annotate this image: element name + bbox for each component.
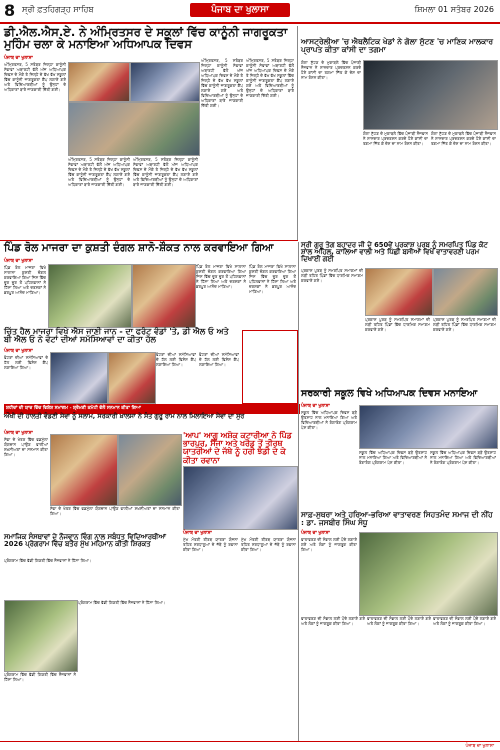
photo-gurdwara [365,268,433,316]
column-divider [297,26,298,240]
byline: ਪੰਜਾਬ ਦਾ ਖੁਲਾਸਾ [4,349,33,354]
headline-wrestling: ਪਿੰਡ ਰੋਲ ਮਾਜਰਾ ਦਾ ਕੁਸ਼ਤੀ ਦੰਗਲ ਸ਼ਾਨੋ-ਸ਼ੌਕਤ ਨਾਲ ਕਰਵਾਇਆ ਗਿਆ [4,242,274,254]
byline: ਪੰਜਾਬ ਦਾ ਖੁਲਾਸਾ [301,531,330,536]
headline-prakash-purab: ਸ੍ਰੀ ਗੁਰੂ ਤੇਗ ਬਹਾਦਰ ਜੀ ਦੇ 650ਵੇਂ ਪ੍ਰਕਾਸ਼ ਪੁਰਬ ਨੂੰ ਸਮਰਪਿਤ ਪਿੰਡ ਕੋਟ ਸ਼ਾਲ ਅਹਿਲ, ਕਾਲਿਆਂ ਵਾਲੀ ਅਤੇ ਪਿੱਛੀ ਬਸੀਆਂ ਵਿਖੇ ਵਾਤਾਵਰਣੀ ਪਰਮ ਦਿਖਾਈ ਗਈ [301,241,488,264]
photo-youth-event [4,600,78,672]
photo-tree-plantation [359,532,498,616]
headline-seva: ਔਖੀ ਦੀ ਹਾਲਤੀ ਵੰਡਣੀ ਸੇਵਾ ਨੂੰ ਸਲਾਮ, ਸਰਕਾਰੀ ਖ਼ਾਲਸਾ ਨੇ ਸੰਤ ਗੁਰੂ ਰਾਮ ਨਾਲ ਮਿਲਾਇਆ ਸੇਵਾ ਦਾ ਸੁਰ [4,413,245,420]
photo-school-staff [359,405,498,449]
article-body: ਸਕੂਲ ਵਿੱਚ ਅਧਿਆਪਕ ਦਿਵਸ ਬੜੇ ਉਤਸ਼ਾਹ ਨਾਲ ਮਨਾਇਆ ਗਿਆ ਅਤੇ ਵਿਦਿਆਰਥੀਆਂ ਨੇ ਰੰਗਾਰੰਗ ਪ੍ਰੋਗਰਾਮ ਪੇਸ਼ ਕੀਤਾ। [430,450,496,465]
issue-date: ਸ਼ਿਮਲਾ 01 ਸਤੰਬਰ 2026 [414,5,494,14]
article-body: ਵਾਤਾਵਰਣ ਦੀ ਸੰਭਾਲ ਲਈ ਪੌਦੇ ਲਗਾਏ ਗਏ ਅਤੇ ਲੋਕਾਂ ਨੂੰ ਜਾਗਰੂਕ ਕੀਤਾ ਗਿਆ। [301,616,365,626]
headline-environment: ਸਾਫ਼-ਸੁਥਰਾ ਅਤੇ ਹਰਿਆ-ਭਰਿਆ ਵਾਤਾਵਰਣ ਸਿਹਤਮੰਦ ਸਮਾਜ ਦੀ ਨੀਂਹ : ਡਾ. ਜਸਬੀਰ ਸਿੰਘ ਸੰਧੂ [301,510,493,527]
page-footer [0,741,500,750]
photo-wrestlers [132,264,196,328]
article-body: ਪਿੰਡ ਰੋਲ ਮਾਜਰਾ ਵਿਖੇ ਸਾਲਾਨਾ ਕੁਸ਼ਤੀ ਦੰਗਲ ਕਰਵਾਇਆ ਗਿਆ ਜਿਸ ਵਿੱਚ ਦੂਰ ਦੂਰ ਤੋਂ ਪਹਿਲਵਾਨਾਂ ਨੇ ਹਿੱਸਾ ਲਿਆ ਅਤੇ ਦਰਸ਼ਕਾਂ ਨੇ ਭਰਪੂਰ ਆਨੰਦ ਮਾਣਿਆ। [196,264,246,289]
article-body: ਪਿੰਡ ਰੋਲ ਮਾਜਰਾ ਵਿਖੇ ਸਾਲਾਨਾ ਕੁਸ਼ਤੀ ਦੰਗਲ ਕਰਵਾਇਆ ਗਿਆ ਜਿਸ ਵਿੱਚ ਦੂਰ ਦੂਰ ਤੋਂ ਪਹਿਲਵਾਨਾਂ ਨੇ ਹਿੱਸਾ ਲਿਆ ਅਤੇ ਦਰਸ਼ਕਾਂ ਨੇ ਭਰਪੂਰ ਆਨੰਦ ਮਾਣਿਆ। [4,265,46,295]
article-body: ਵਾਤਾਵਰਣ ਦੀ ਸੰਭਾਲ ਲਈ ਪੌਦੇ ਲਗਾਏ ਗਏ ਅਤੇ ਲੋਕਾਂ ਨੂੰ ਜਾਗਰੂਕ ਕੀਤਾ ਗਿਆ। [367,616,431,626]
advertisement [242,330,298,404]
photo-officials [108,352,156,404]
article-body: ਵੋਟਰਾਂ ਦੀਆਂ ਸਮੱਸਿਆਵਾਂ ਦੇ ਹੱਲ ਲਈ ਵਿਸ਼ੇਸ਼ ਕੈਂਪ ਲਗਾਇਆ ਗਿਆ। [156,352,196,367]
article-body: ਸਕੂਲ ਵਿੱਚ ਅਧਿਆਪਕ ਦਿਵਸ ਬੜੇ ਉਤਸ਼ਾਹ ਨਾਲ ਮਨਾਇਆ ਗਿਆ ਅਤੇ ਵਿਦਿਆਰਥੀਆਂ ਨੇ ਰੰਗਾਰੰਗ ਪ੍ਰੋਗਰਾਮ ਪੇਸ਼ ਕੀਤਾ। [301,410,357,430]
photo-honor-2 [118,434,182,506]
headline-aap: 'ਆਪ' ਆਗੂ ਅਸ਼ੋਕ ਕਟਾਰੀਆ ਨੇ ਪਿੰਡ ਭਾਰਪੁਰ, ਸੈਜਾ ਅਤੇ ਖਰੌਡ ਤੋਂ ਤੀਰਥ ਯਾਤਰੀਆਂ ਦੇ ਜੱਥੇ ਨੂੰ ਹਰੀ ਝੰਡੀ ਦੇ ਕੇ ਕੀਤਾ ਰਵਾਨਾ [183,431,292,465]
article-body: ਵੋਟਰਾਂ ਦੀਆਂ ਸਮੱਸਿਆਵਾਂ ਦੇ ਹੱਲ ਲਈ ਵਿਸ਼ੇਸ਼ ਕੈਂਪ ਲਗਾਇਆ ਗਿਆ। [4,355,48,370]
paper-name: ਸ੍ਰੀ ਫ਼ਤਹਿਗੜ੍ਹ ਸਾਹਿਬ [22,5,94,14]
byline: ਪੰਜਾਬ ਦਾ ਖੁਲਾਸਾ [4,431,33,436]
headline-voters: ਚਿੱਤ ਹੈਲ ਮਾਜਰਾ ਵਿਖੇ ਐਸ ਜਾਣੀ ਜਾਨ - ਦਾ ਫਰੰਟ ਵੰਡਾਂ 'ਤੇ, ਡੀ ਐਲ ਓ ਅਤੇ ਬੀ ਐਲ ਓ ਨੇ ਵੋਟਾਂ ਦੀਆਂ ਸਮੱਸਿਆਵਾਂ ਦਾ ਕੀਤਾ ਹੱਲ [4,327,229,345]
article-body: ਪਿੰਡ ਰੋਲ ਮਾਜਰਾ ਵਿਖੇ ਸਾਲਾਨਾ ਕੁਸ਼ਤੀ ਦੰਗਲ ਕਰਵਾਇਆ ਗਿਆ ਜਿਸ ਵਿੱਚ ਦੂਰ ਦੂਰ ਤੋਂ ਪਹਿਲਵਾਨਾਂ ਨੇ ਹਿੱਸਾ ਲਿਆ ਅਤੇ ਦਰਸ਼ਕਾਂ ਨੇ ਭਰਪੂਰ ਆਨੰਦ ਮਾਣਿਆ। [249,264,296,294]
article-body: ਅੰਮ੍ਰਿਤਸਰ, 5 ਸਤੰਬਰ ਜ਼ਿਲ੍ਹਾ ਕਾਨੂੰਨੀ ਸੇਵਾਵਾਂ ਅਥਾਰਟੀ ਵੱਲੋਂ ਅੱਜ ਅਧਿਆਪਕ ਦਿਵਸ ਦੇ ਮੌਕੇ ਤੇ ਜ਼ਿਲ੍ਹੇ ਦੇ ਵੱਖ ਵੱਖ ਸਕੂਲਾਂ ਵਿੱਚ ਕਾਨੂੰਨੀ ਜਾਗਰੂਕਤਾ ਕੈਂਪ ਲਗਾਏ ਗਏ ਅਤੇ ਵਿਦਿਆਰਥੀਆਂ ਨੂੰ ਉਨ੍ਹਾਂ ਦੇ ਅਧਿਕਾਰਾਂ ਬਾਰੇ ਜਾਣਕਾਰੀ ਦਿੱਤੀ ਗਈ। [246,58,294,98]
photo-ceremony [130,62,200,102]
column-divider [298,242,299,742]
article-body: ਗੋਲਾ ਸੁੱਟਣ ਦੇ ਮੁਕਾਬਲੇ ਵਿੱਚ ਪੰਜਾਬੀ ਨੌਜਵਾਨ ਨੇ ਸ਼ਾਨਦਾਰ ਪ੍ਰਦਰਸ਼ਨ ਕਰਦੇ ਹੋਏ ਕਾਂਸੀ ਦਾ ਤਗਮਾ ਜਿੱਤ ਕੇ ਦੇਸ਼ ਦਾ ਨਾਮ ਰੋਸ਼ਨ ਕੀਤਾ। [301,60,361,80]
article-body: ਪ੍ਰੋਗਰਾਮ ਵਿੱਚ ਵੱਡੀ ਗਿਣਤੀ ਵਿੱਚ ਨੌਜਵਾਨਾਂ ਨੇ ਹਿੱਸਾ ਲਿਆ। [78,600,166,605]
section-title: ਪੰਜਾਬ ਦਾ ਖੁਲਾਸਾ [190,3,290,17]
photo-students [68,102,200,156]
article-body: ਵਾਤਾਵਰਣ ਦੀ ਸੰਭਾਲ ਲਈ ਪੌਦੇ ਲਗਾਏ ਗਏ ਅਤੇ ਲੋਕਾਂ ਨੂੰ ਜਾਗਰੂਕ ਕੀਤਾ ਗਿਆ। [301,537,357,552]
article-body: ਪ੍ਰੋਗਰਾਮ ਵਿੱਚ ਵੱਡੀ ਗਿਣਤੀ ਵਿੱਚ ਨੌਜਵਾਨਾਂ ਨੇ ਹਿੱਸਾ ਲਿਆ। [4,558,92,563]
footer-text: ਪੰਜਾਬ ਦਾ ਖੁਲਾਸਾ [465,744,494,749]
article-body: ਗੋਲਾ ਸੁੱਟਣ ਦੇ ਮੁਕਾਬਲੇ ਵਿੱਚ ਪੰਜਾਬੀ ਨੌਜਵਾਨ ਨੇ ਸ਼ਾਨਦਾਰ ਪ੍ਰਦਰਸ਼ਨ ਕਰਦੇ ਹੋਏ ਕਾਂਸੀ ਦਾ ਤਗਮਾ ਜਿੱਤ ਕੇ ਦੇਸ਼ ਦਾ ਨਾਮ ਰੋਸ਼ਨ ਕੀਤਾ। [363,131,428,146]
article-body: ਵਾਤਾਵਰਣ ਦੀ ਸੰਭਾਲ ਲਈ ਪੌਦੇ ਲਗਾਏ ਗਏ ਅਤੇ ਲੋਕਾਂ ਨੂੰ ਜਾਗਰੂਕ ਕੀਤਾ ਗਿਆ। [433,616,496,626]
article-body: ਗੋਲਾ ਸੁੱਟਣ ਦੇ ਮੁਕਾਬਲੇ ਵਿੱਚ ਪੰਜਾਬੀ ਨੌਜਵਾਨ ਨੇ ਸ਼ਾਨਦਾਰ ਪ੍ਰਦਰਸ਼ਨ ਕਰਦੇ ਹੋਏ ਕਾਂਸੀ ਦਾ ਤਗਮਾ ਜਿੱਤ ਕੇ ਦੇਸ਼ ਦਾ ਨਾਮ ਰੋਸ਼ਨ ਕੀਤਾ। [431,131,496,146]
article-body: ਪ੍ਰੋਗਰਾਮ ਵਿੱਚ ਵੱਡੀ ਗਿਣਤੀ ਵਿੱਚ ਨੌਜਵਾਨਾਂ ਨੇ ਹਿੱਸਾ ਲਿਆ। [4,672,76,682]
article-body: ਅੰਮ੍ਰਿਤਸਰ, 5 ਸਤੰਬਰ ਜ਼ਿਲ੍ਹਾ ਕਾਨੂੰਨੀ ਸੇਵਾਵਾਂ ਅਥਾਰਟੀ ਵੱਲੋਂ ਅੱਜ ਅਧਿਆਪਕ ਦਿਵਸ ਦੇ ਮੌਕੇ ਤੇ ਜ਼ਿਲ੍ਹੇ ਦੇ ਵੱਖ ਵੱਖ ਸਕੂਲਾਂ ਵਿੱਚ ਕਾਨੂੰਨੀ ਜਾਗਰੂਕਤਾ ਕੈਂਪ ਲਗਾਏ ਗਏ ਅਤੇ ਵਿਦਿਆਰਥੀਆਂ ਨੂੰ ਉਨ੍ਹਾਂ ਦੇ ਅਧਿਕਾਰਾਂ ਬਾਰੇ ਜਾਣਕਾਰੀ ਦਿੱਤੀ ਗਈ। [68,157,130,187]
article-body: ਵੋਟਰਾਂ ਦੀਆਂ ਸਮੱਸਿਆਵਾਂ ਦੇ ਹੱਲ ਲਈ ਵਿਸ਼ੇਸ਼ ਕੈਂਪ ਲਗਾਇਆ ਗਿਆ। [199,352,239,367]
photo-voter-camp [50,352,108,404]
article-body: ਪ੍ਰਕਾਸ਼ ਪੁਰਬ ਨੂੰ ਸਮਰਪਿਤ ਸਮਾਗਮਾਂ ਦੀ ਲੜੀ ਤਹਿਤ ਪਿੰਡਾਂ ਵਿੱਚ ਧਾਰਮਿਕ ਸਮਾਗਮ ਕਰਵਾਏ ਗਏ। [433,317,496,332]
byline: ਪੰਜਾਬ ਦਾ ਖੁਲਾਸਾ [4,56,33,61]
headline-dlsa: ਡੀ.ਐਲ.ਐਸ.ਏ. ਨੇ ਅੰਮ੍ਰਿਤਸਰ ਦੇ ਸਕੂਲਾਂ ਵਿੱਚ ਕਾਨੂੰਨੀ ਜਾਗਰੂਕਤਾ ਮੁਹਿੰਮ ਚਲਾ ਕੇ ਮਨਾਇਆ ਅਧਿਆਪਕ ਦਿਵਸ [4,25,288,52]
byline: ਪੰਜਾਬ ਦਾ ਖੁਲਾਸਾ [301,404,330,409]
page-number: 8 [4,1,16,20]
article-body: ਪ੍ਰਕਾਸ਼ ਪੁਰਬ ਨੂੰ ਸਮਰਪਿਤ ਸਮਾਗਮਾਂ ਦੀ ਲੜੀ ਤਹਿਤ ਪਿੰਡਾਂ ਵਿੱਚ ਧਾਰਮਿਕ ਸਮਾਗਮ ਕਰਵਾਏ ਗਏ। [301,268,363,283]
article-body: ਸੇਵਾ ਦੇ ਖੇਤਰ ਵਿੱਚ ਵਡਮੁੱਲਾ ਯੋਗਦਾਨ ਪਾਉਣ ਵਾਲੀਆਂ ਸ਼ਖ਼ਸੀਅਤਾਂ ਦਾ ਸਨਮਾਨ ਕੀਤਾ ਗਿਆ। [50,506,180,516]
headline-athletics: ਆਸਟ੍ਰੇਲੀਆ 'ਚ ਐਥਲੈਟਿਕ ਖੇਡਾਂ ਨੇ ਗੋਲਾ ਸੁੱਟਣ 'ਚ ਮਾਣਿਕ ਮਾਲਕਾਰ ਪ੍ਰਾਪਤ ਕੀਤਾ ਕਾਂਸੀ ਦਾ ਤਗਮਾ [301,37,494,54]
article-body: ਪ੍ਰਕਾਸ਼ ਪੁਰਬ ਨੂੰ ਸਮਰਪਿਤ ਸਮਾਗਮਾਂ ਦੀ ਲੜੀ ਤਹਿਤ ਪਿੰਡਾਂ ਵਿੱਚ ਧਾਰਮਿਕ ਸਮਾਗਮ ਕਰਵਾਏ ਗਏ। [365,317,430,332]
article-body: ਅੰਮ੍ਰਿਤਸਰ, 5 ਸਤੰਬਰ ਜ਼ਿਲ੍ਹਾ ਕਾਨੂੰਨੀ ਸੇਵਾਵਾਂ ਅਥਾਰਟੀ ਵੱਲੋਂ ਅੱਜ ਅਧਿਆਪਕ ਦਿਵਸ ਦੇ ਮੌਕੇ ਤੇ ਜ਼ਿਲ੍ਹੇ ਦੇ ਵੱਖ ਵੱਖ ਸਕੂਲਾਂ ਵਿੱਚ ਕਾਨੂੰਨੀ ਜਾਗਰੂਕਤਾ ਕੈਂਪ ਲਗਾਏ ਗਏ ਅਤੇ ਵਿਦਿਆਰਥੀਆਂ ਨੂੰ ਉਨ੍ਹਾਂ ਦੇ ਅਧਿਕਾਰਾਂ ਬਾਰੇ ਜਾਣਕਾਰੀ ਦਿੱਤੀ ਗਈ। [4,62,66,92]
headline-youth-wing: ਸਮਾਜਿਕ ਸੰਸਥਾਵਾਂ ਦੇ ਨੌਜਵਾਨ ਵਿੰਗ ਨਾਲ ਸਬੰਧਤ ਵਿਦਿਆਰਥੀਆਂ 2026 ਪ੍ਰੋਗਰਾਮ ਵਿੱਚ ਬਤੌਰ ਮੁੱਖ ਮਹਿਮਾਨ ਕੀਤੀ ਸ਼ਿਰਕਤ [4,533,166,549]
article-body: ਅੰਮ੍ਰਿਤਸਰ, 5 ਸਤੰਬਰ ਜ਼ਿਲ੍ਹਾ ਕਾਨੂੰਨੀ ਸੇਵਾਵਾਂ ਅਥਾਰਟੀ ਵੱਲੋਂ ਅੱਜ ਅਧਿਆਪਕ ਦਿਵਸ ਦੇ ਮੌਕੇ ਤੇ ਜ਼ਿਲ੍ਹੇ ਦੇ ਵੱਖ ਵੱਖ ਸਕੂਲਾਂ ਵਿੱਚ ਕਾਨੂੰਨੀ ਜਾਗਰੂਕਤਾ ਕੈਂਪ ਲਗਾਏ ਗਏ ਅਤੇ ਵਿਦਿਆਰਥੀਆਂ ਨੂੰ ਉਨ੍ਹਾਂ ਦੇ ਅਧਿਕਾਰਾਂ ਬਾਰੇ ਜਾਣਕਾਰੀ ਦਿੱਤੀ ਗਈ। [133,157,198,187]
article-body: ਮੁੱਖ ਮੰਤਰੀ ਤੀਰਥ ਯਾਤਰਾ ਯੋਜਨਾ ਤਹਿਤ ਸ਼ਰਧਾਲੂਆਂ ਦੇ ਜੱਥੇ ਨੂੰ ਰਵਾਨਾ ਕੀਤਾ ਗਿਆ। [241,537,296,552]
photo-classroom [68,62,130,102]
photo-honor-1 [50,434,118,506]
article-body: ਮੁੱਖ ਮੰਤਰੀ ਤੀਰਥ ਯਾਤਰਾ ਯੋਜਨਾ ਤਹਿਤ ਸ਼ਰਧਾਲੂਆਂ ਦੇ ਜੱਥੇ ਨੂੰ ਰਵਾਨਾ ਕੀਤਾ ਗਿਆ। [183,537,238,552]
headline-teachers-day: ਸਰਕਾਰੀ ਸਕੂਲ ਵਿਖੇ ਅਧਿਆਪਕ ਦਿਵਸ ਮਨਾਇਆ [301,388,478,399]
photo-pilgrims [183,466,298,530]
divider [0,240,298,241]
red-banner: ਸ਼ਹੀਦਾਂ ਦੀ ਯਾਦ ਵਿੱਚ ਵਿਸ਼ੇਸ਼ ਸਮਾਗਮ - ਸ਼੍ਰੋਮਣੀ ਕਮੇਟੀ ਵੱਲੋਂ ਸਨਮਾਨ ਕੀਤਾ ਗਿਆ [4,404,300,414]
article-body: ਸੇਵਾ ਦੇ ਖੇਤਰ ਵਿੱਚ ਵਡਮੁੱਲਾ ਯੋਗਦਾਨ ਪਾਉਣ ਵਾਲੀਆਂ ਸ਼ਖ਼ਸੀਅਤਾਂ ਦਾ ਸਨਮਾਨ ਕੀਤਾ ਗਿਆ। [4,437,48,457]
byline: ਪੰਜਾਬ ਦਾ ਖੁਲਾਸਾ [183,531,212,536]
byline: ਪੰਜਾਬ ਦਾ ਖੁਲਾਸਾ [4,259,33,264]
article-body: ਸਕੂਲ ਵਿੱਚ ਅਧਿਆਪਕ ਦਿਵਸ ਬੜੇ ਉਤਸ਼ਾਹ ਨਾਲ ਮਨਾਇਆ ਗਿਆ ਅਤੇ ਵਿਦਿਆਰਥੀਆਂ ਨੇ ਰੰਗਾਰੰਗ ਪ੍ਰੋਗਰਾਮ ਪੇਸ਼ ਕੀਤਾ। [359,450,427,465]
photo-sangat [433,268,498,316]
article-body: ਅੰਮ੍ਰਿਤਸਰ, 5 ਸਤੰਬਰ ਜ਼ਿਲ੍ਹਾ ਕਾਨੂੰਨੀ ਸੇਵਾਵਾਂ ਅਥਾਰਟੀ ਵੱਲੋਂ ਅੱਜ ਅਧਿਆਪਕ ਦਿਵਸ ਦੇ ਮੌਕੇ ਤੇ ਜ਼ਿਲ੍ਹੇ ਦੇ ਵੱਖ ਵੱਖ ਸਕੂਲਾਂ ਵਿੱਚ ਕਾਨੂੰਨੀ ਜਾਗਰੂਕਤਾ ਕੈਂਪ ਲਗਾਏ ਗਏ ਅਤੇ ਵਿਦਿਆਰਥੀਆਂ ਨੂੰ ਉਨ੍ਹਾਂ ਦੇ ਅਧਿਕਾਰਾਂ ਬਾਰੇ ਜਾਣਕਾਰੀ ਦਿੱਤੀ ਗਈ। [201,58,243,108]
photo-wrestling-crowd [48,264,132,328]
photo-athlete [363,60,498,130]
